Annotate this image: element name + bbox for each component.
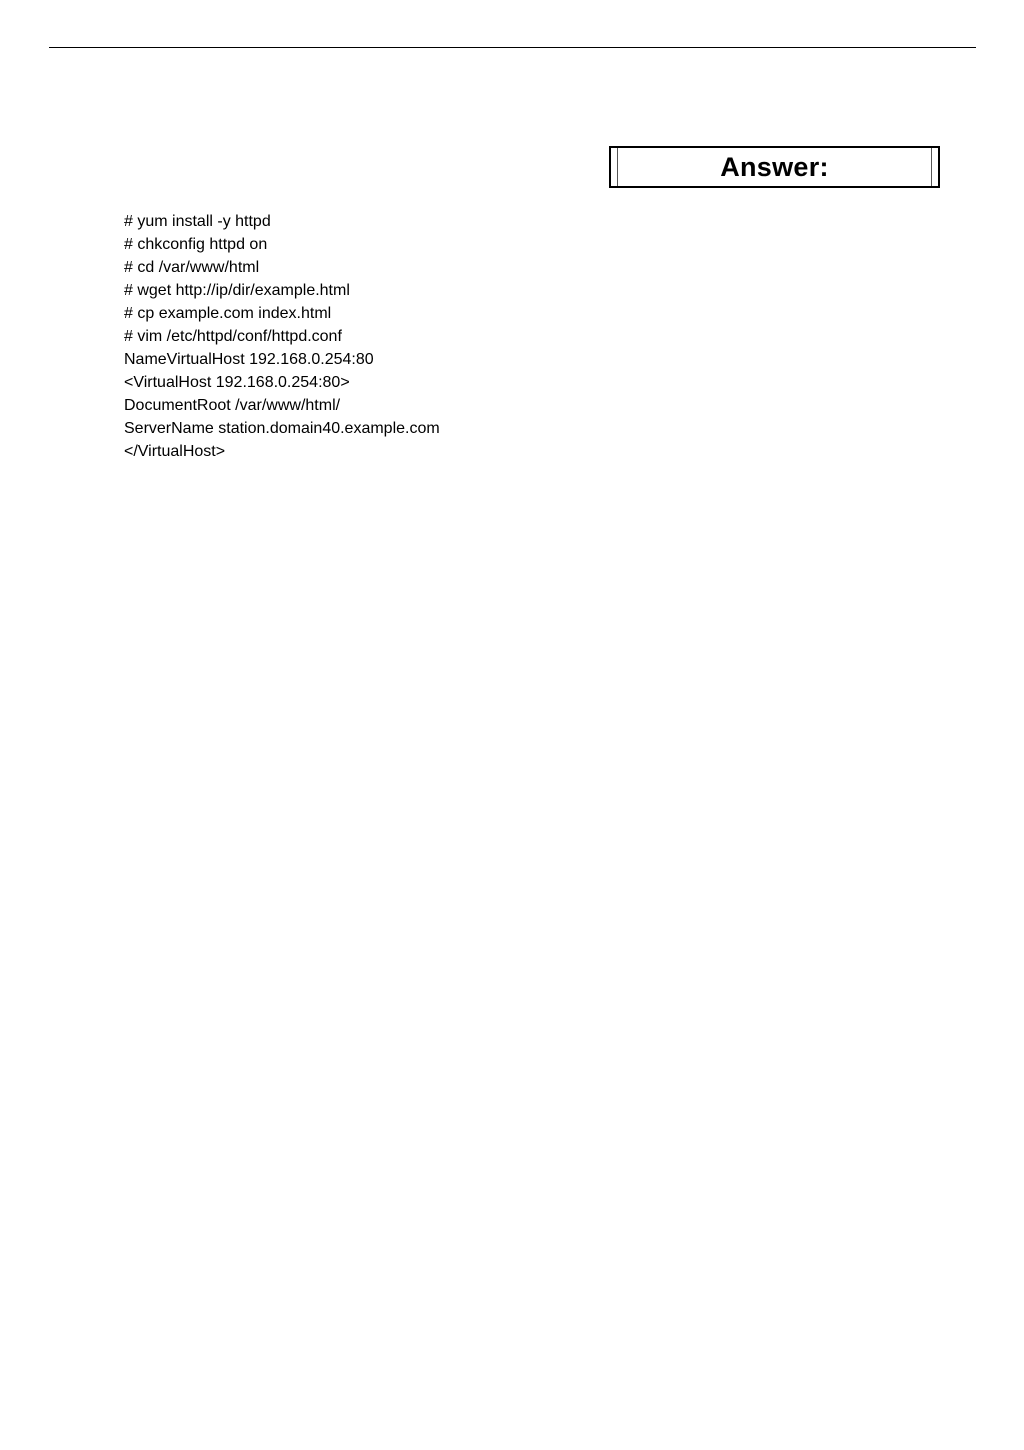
answer-heading-box [609, 146, 940, 188]
config-line: </VirtualHost> [124, 443, 226, 460]
command-line: # cd /var/www/html [124, 259, 260, 276]
config-line: DocumentRoot /var/www/html/ [124, 397, 341, 414]
command-line: # wget http://ip/dir/example.html [124, 282, 350, 299]
config-line: <VirtualHost 192.168.0.254:80> [124, 374, 350, 391]
config-line: NameVirtualHost 192.168.0.254:80 [124, 351, 374, 368]
command-line: # vim /etc/httpd/conf/httpd.conf [124, 328, 342, 345]
command-line: # yum install -y httpd [124, 213, 271, 230]
command-line: # cp example.com index.html [124, 305, 332, 322]
config-line: ServerName station.domain40.example.com [124, 420, 440, 437]
answer-heading: Answer: [720, 151, 829, 182]
header-divider [49, 47, 976, 48]
command-listing [124, 210, 440, 463]
command-line: # chkconfig httpd on [124, 236, 268, 253]
